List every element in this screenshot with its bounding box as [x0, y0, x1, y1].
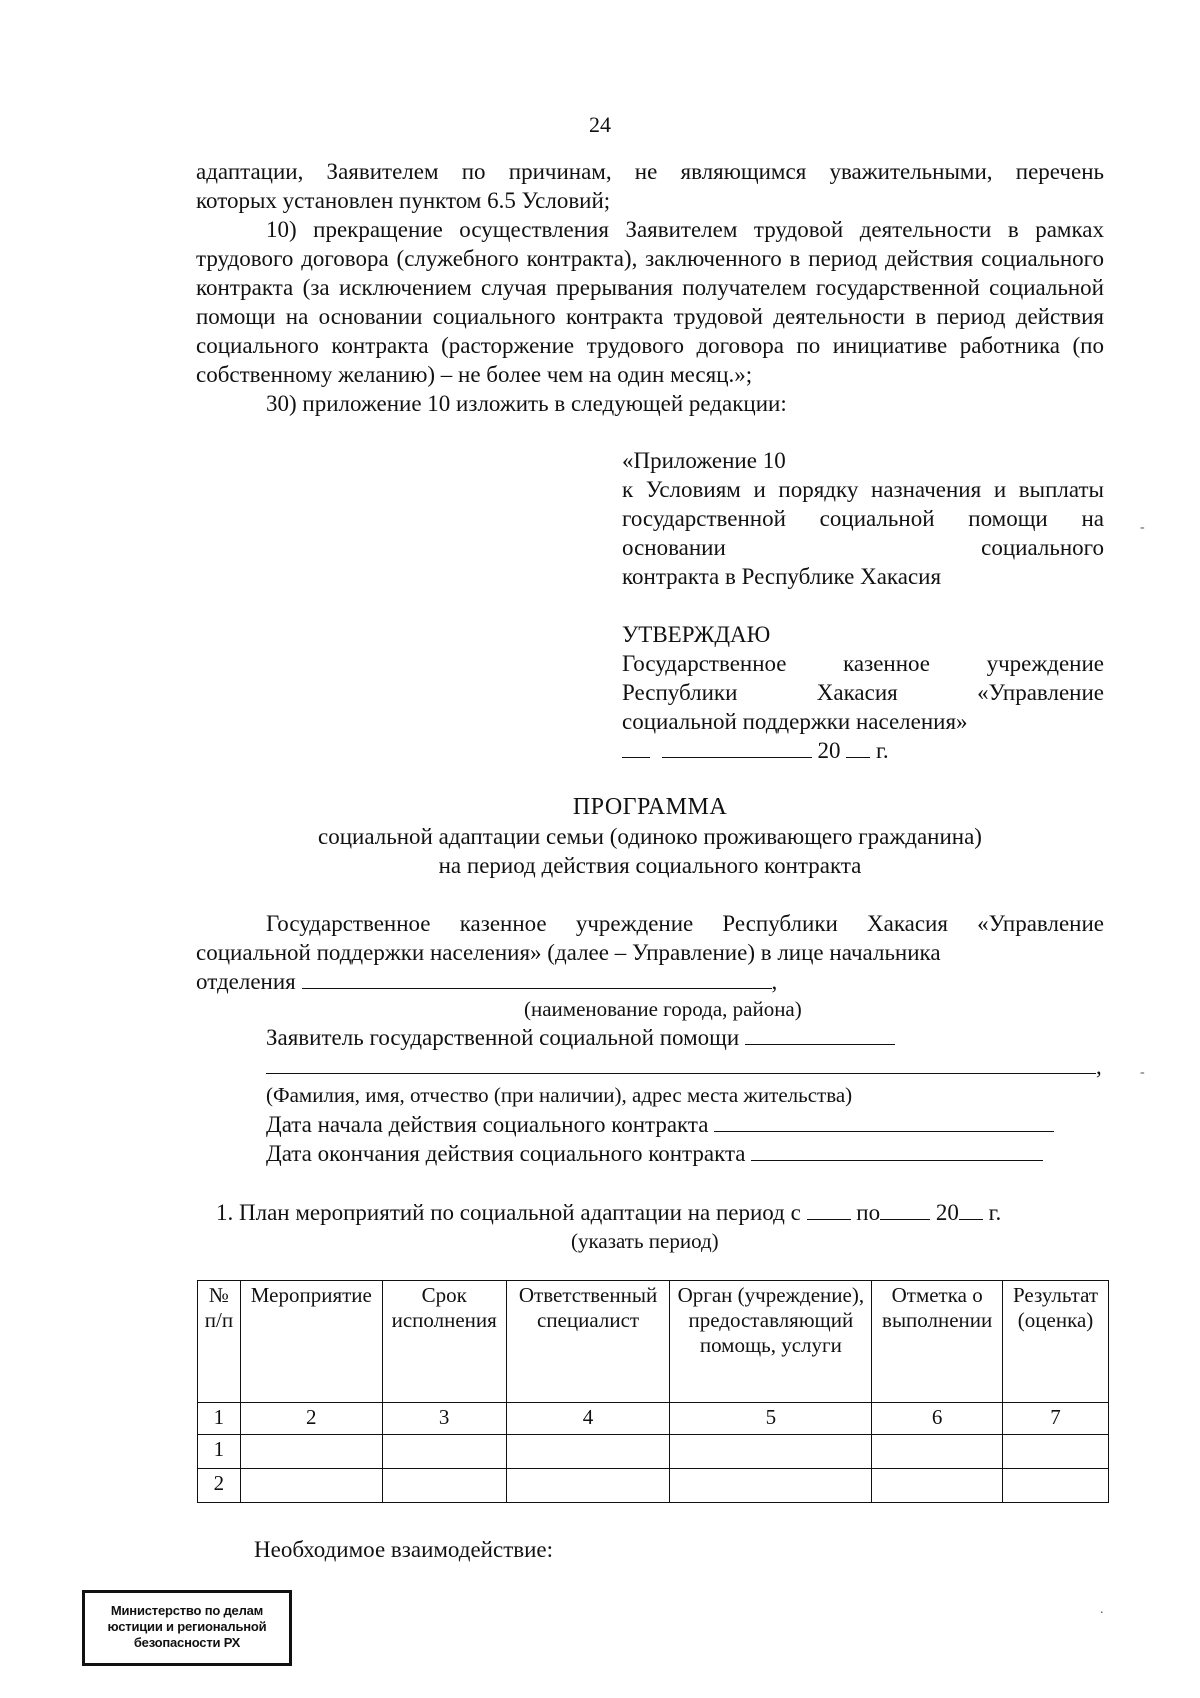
end-date-label: Дата окончания действия социального контракта: [266, 1141, 746, 1166]
plan-heading-suffix: г.: [988, 1200, 1002, 1225]
program-subtitle-1: социальной адаптации семьи (одиноко проживающего гражданина): [318, 824, 982, 849]
table-cell[interactable]: [1003, 1435, 1109, 1469]
institution-text: Государственное казенное учреждение Республики Хакасия «Управление социальной поддержки населения» (далее – Управление) в лице начальника: [196, 911, 1104, 965]
year-suffix: г.: [876, 738, 889, 763]
program-title-block: [196, 793, 1104, 880]
approval-block: [622, 620, 1104, 765]
plan-heading-prefix: 1. План мероприятий по социальной адаптации на период с: [216, 1200, 801, 1225]
intro-line-2: которых установлен пунктом 6.5 Условий;: [196, 188, 611, 213]
approval-org: Государственное казенное учреждение Республики Хакасия «Управление: [622, 651, 1104, 705]
appendix-title: «Приложение 10: [622, 448, 786, 473]
interaction-label: Необходимое взаимодействие:: [254, 1537, 554, 1562]
approval-date-line: [622, 736, 1104, 765]
number-cell: 4: [506, 1403, 670, 1435]
approval-org-last: социальной поддержки населения»: [622, 709, 968, 734]
interaction-section: [196, 1535, 1162, 1564]
plan-heading-po: по: [856, 1200, 881, 1225]
table-cell[interactable]: [1003, 1469, 1109, 1503]
approval-heading: УТВЕРЖДАЮ: [622, 622, 771, 647]
intro-line-1: адаптации, Заявителем по причинам, не являющимся уважительными, перечень: [196, 159, 1104, 184]
department-field[interactable]: [302, 968, 772, 989]
table-cell[interactable]: [240, 1469, 382, 1503]
plan-heading-year: 20: [935, 1200, 959, 1225]
department-tail: ,: [771, 969, 778, 994]
plan-heading: [196, 1198, 1104, 1227]
row-index: 2: [198, 1469, 241, 1503]
appendix-header: [622, 446, 1104, 591]
period-end-field[interactable]: [880, 1199, 930, 1220]
period-year-field[interactable]: [959, 1199, 983, 1220]
scan-speck: -: [1140, 1065, 1145, 1080]
table-numbering-row: [198, 1403, 1109, 1435]
applicant-field[interactable]: [745, 1024, 895, 1045]
header-cell-result: Результат (оценка): [1003, 1281, 1109, 1403]
table-cell[interactable]: [506, 1469, 670, 1503]
header-cell-number: № п/п: [198, 1281, 241, 1403]
number-cell: 6: [872, 1403, 1003, 1435]
applicant-label: Заявитель государственной социальной помощи: [266, 1025, 740, 1050]
table-cell[interactable]: [240, 1435, 382, 1469]
header-cell-activity: Мероприятие: [240, 1281, 382, 1403]
applicant-address-field[interactable]: [266, 1053, 1096, 1074]
start-date-label: Дата начала действия социального контракта: [266, 1112, 709, 1137]
number-cell: 2: [240, 1403, 382, 1435]
plan-table: [197, 1280, 1109, 1503]
table-cell[interactable]: [506, 1435, 670, 1469]
department-line: [196, 967, 1104, 996]
plan-heading-block: [196, 1198, 1104, 1256]
end-date-line: [196, 1139, 1104, 1168]
intro-section: [196, 157, 1104, 418]
header-cell-deadline: Срок исполнения: [382, 1281, 506, 1403]
appendix-text: к Условиям и порядку назначения и выплаты государственной социальной помощи на основании социального: [622, 477, 1104, 560]
row-index: 1: [198, 1435, 241, 1469]
table-cell[interactable]: [382, 1469, 506, 1503]
day-blank[interactable]: [622, 737, 650, 758]
stamp-line-2: юстиции и региональной: [107, 1619, 267, 1634]
number-cell: 5: [670, 1403, 872, 1435]
applicant-line: [196, 1023, 1104, 1052]
number-cell: 7: [1003, 1403, 1109, 1435]
stamp-line-1: Министерство по делам: [110, 1603, 264, 1618]
start-date-field[interactable]: [714, 1111, 1054, 1132]
year-prefix: 20: [817, 738, 841, 763]
header-cell-organ: Орган (учреждение), предоставляющий помощь, услуги: [670, 1281, 872, 1403]
table-cell[interactable]: [670, 1469, 872, 1503]
table-cell[interactable]: [872, 1435, 1003, 1469]
program-title: ПРОГРАММА: [572, 794, 728, 820]
stamp-line-3: безопасности РХ: [133, 1635, 241, 1650]
applicant-line-2: [196, 1052, 1104, 1081]
item-10-paragraph: 10) прекращение осуществления Заявителем трудовой деятельности в рамках трудового договора (служебного контракта), заключенного в период действия социального контракта (за исключением случая прерывания получателем государственной социальной помощи на основании социального контракта трудовой деятельности в период действия социального контракта (расторжение трудового договора по инициативе работника (по собственному желанию) – не более чем на один месяц.»;: [196, 217, 1104, 387]
number-cell: 3: [382, 1403, 506, 1435]
table-row: [198, 1435, 1109, 1469]
table-cell[interactable]: [670, 1435, 872, 1469]
year-blank[interactable]: [846, 737, 870, 758]
form-section: [196, 909, 1104, 1168]
table-header-row: [198, 1281, 1109, 1403]
appendix-text-last: контракта в Республике Хакасия: [622, 564, 942, 589]
month-blank[interactable]: [662, 737, 812, 758]
scan-speck: .: [1100, 1602, 1104, 1617]
table-cell[interactable]: [872, 1469, 1003, 1503]
table-row: [198, 1469, 1109, 1503]
table-cell[interactable]: [382, 1435, 506, 1469]
program-subtitle-2: на период действия социального контракта: [438, 853, 862, 878]
start-date-line: [196, 1110, 1104, 1139]
registration-stamp: [82, 1590, 292, 1666]
applicant-tail: ,: [1096, 1054, 1102, 1079]
applicant-caption: (Фамилия, имя, отчество (при наличии), адрес места жительства): [266, 1083, 853, 1107]
period-caption: (указать период): [571, 1229, 719, 1253]
end-date-field[interactable]: [751, 1140, 1043, 1161]
department-caption: (наименование города, района): [524, 997, 802, 1021]
department-label: отделения: [196, 969, 296, 994]
period-start-field[interactable]: [807, 1199, 851, 1220]
number-cell: 1: [198, 1403, 241, 1435]
item-30-paragraph: 30) приложение 10 изложить в следующей редакции:: [266, 391, 787, 416]
header-cell-completion: Отметка о выполнении: [872, 1281, 1003, 1403]
scan-speck: -: [1140, 520, 1145, 535]
header-cell-responsible: Ответственный специалист: [506, 1281, 670, 1403]
page-number: 24: [589, 112, 611, 137]
